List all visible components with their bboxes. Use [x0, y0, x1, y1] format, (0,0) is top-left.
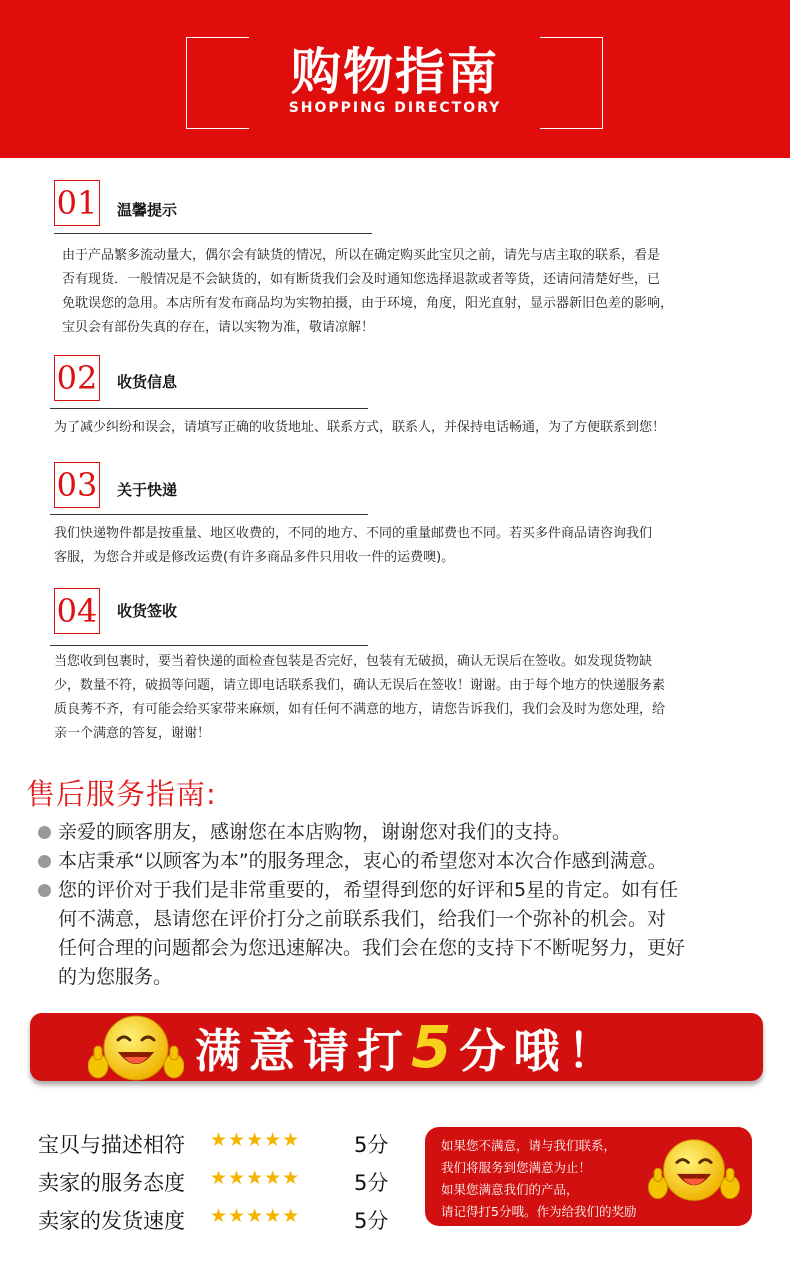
laughing-thumbs-up-smiley-icon	[648, 1134, 740, 1210]
divider	[54, 233, 372, 234]
gray-dot-icon	[38, 884, 51, 897]
section-body	[54, 522, 652, 570]
text-line: 免耽误您的急用。本店所有发布商品均为实物拍摄，由于环境，角度，阳光直射，显示器新旧色差的影响，	[62, 296, 674, 311]
section-title: 收货信息	[117, 373, 178, 391]
rating-score: 5分	[354, 1133, 389, 1157]
list-item	[36, 847, 776, 876]
after-sales-list	[36, 818, 776, 992]
divider	[50, 514, 368, 515]
section-body	[54, 650, 665, 746]
star-icon: ★★★★★	[210, 1205, 301, 1227]
banner-text	[195, 1014, 735, 1080]
text-line: 您的评价对于我们是非常重要的，希望得到您的好评和5星的肯定。如有任	[58, 879, 679, 901]
after-sales-title: 售后服务指南:	[26, 777, 217, 811]
divider	[50, 645, 368, 646]
star-icon: ★★★★★	[210, 1129, 301, 1151]
text-line: 亲爱的顾客朋友，感谢您在本店购物，谢谢您对我们的支持。	[58, 821, 572, 843]
section-number: 03	[54, 462, 100, 508]
rating-score: 5分	[354, 1171, 389, 1195]
text-line: 由于产品繁多流动量大，偶尔会有缺货的情况，所以在确定购买此宝贝之前，请先与店主取的联系，看是	[62, 248, 661, 263]
text-line: 质良莠不齐，有可能会给买家带来麻烦，如有任何不满意的地方，请您告诉我们，我们会及时为您处理，给	[54, 702, 666, 717]
rating-label: 卖家的服务态度	[38, 1171, 185, 1195]
text-line: 何不满意，恳请您在评价打分之前联系我们，给我们一个弥补的机会。对	[58, 908, 667, 930]
text-line: 我们快递物件都是按重量、地区收费的，不同的地方、不同的重量邮费也不同。若买多件商品请咨询我们	[54, 526, 653, 541]
rating-row	[38, 1165, 398, 1199]
page-title: 购物指南	[291, 43, 499, 101]
note-line: 如果您满意我们的产品，	[441, 1182, 579, 1197]
text-line: 宝贝会有部份失真的存在，请以实物为准，敬请凉解！	[62, 320, 375, 335]
banner-text-before: 满意请打	[195, 1024, 411, 1078]
page-subtitle: SHOPPING DIRECTORY	[288, 100, 502, 116]
note-line: 请记得打5分哦。作为给我们的奖励	[441, 1204, 637, 1219]
text-line: 本店秉承“以顾客为本”的服务理念，衷心的希望您对本次合作感到满意。	[58, 850, 667, 872]
text-line: 为了减少纠纷和误会，请填写正确的收货地址、联系方式，联系人，并保持电话畅通，为了方便联系到您！	[54, 420, 666, 435]
section-title: 关于快递	[117, 481, 178, 499]
text-line: 否有现货．一般情况是不会缺货的，如有断货我们会及时通知您选择退款或者等货，还请问清楚好些，已	[62, 272, 661, 287]
banner-text-after: 分哦！	[459, 1024, 622, 1078]
gray-dot-icon	[38, 826, 51, 839]
list-item	[36, 876, 776, 992]
gray-dot-icon	[38, 855, 51, 868]
rating-score: 5分	[354, 1209, 389, 1233]
note-line: 我们将服务到您满意为止！	[441, 1160, 592, 1175]
rating-row	[38, 1127, 398, 1161]
text-line: 客服，为您合并或是修改运费(有许多商品多件只用收一件的运费噢)。	[54, 550, 455, 565]
banner-highlight: 5	[411, 1013, 460, 1081]
star-icon: ★★★★★	[210, 1167, 301, 1189]
list-item	[36, 818, 776, 847]
section-title: 收货签收	[117, 602, 178, 620]
text-line: 少，数量不符，破损等问题，请立即电话联系我们，确认无误后在签收！谢谢。由于每个地方的快递服务素	[54, 678, 666, 693]
rating-row	[38, 1203, 398, 1237]
section-body	[54, 416, 665, 440]
header-banner	[0, 0, 790, 158]
divider	[50, 408, 368, 409]
text-line: 任何合理的问题都会为您迅速解决。我们会在您的支持下不断呢努力，更好	[58, 937, 686, 959]
note-line: 如果您不满意，请与我们联系，	[441, 1138, 617, 1153]
section-number: 04	[54, 588, 100, 634]
text-line: 的为您服务。	[58, 966, 173, 988]
section-number: 02	[54, 355, 100, 401]
section-title: 温馨提示	[117, 201, 178, 219]
section-body	[62, 244, 673, 340]
laughing-thumbs-up-smiley-icon	[88, 1010, 184, 1090]
rating-label: 卖家的发货速度	[38, 1209, 185, 1233]
rating-label: 宝贝与描述相符	[38, 1133, 185, 1157]
text-line: 亲一个满意的答复，谢谢！	[54, 726, 211, 741]
section-number: 01	[54, 180, 100, 226]
text-line: 当您收到包裹时，要当着快递的面检查包装是否完好，包装有无破损，确认无误后在签收。如发现货物缺	[54, 654, 653, 669]
